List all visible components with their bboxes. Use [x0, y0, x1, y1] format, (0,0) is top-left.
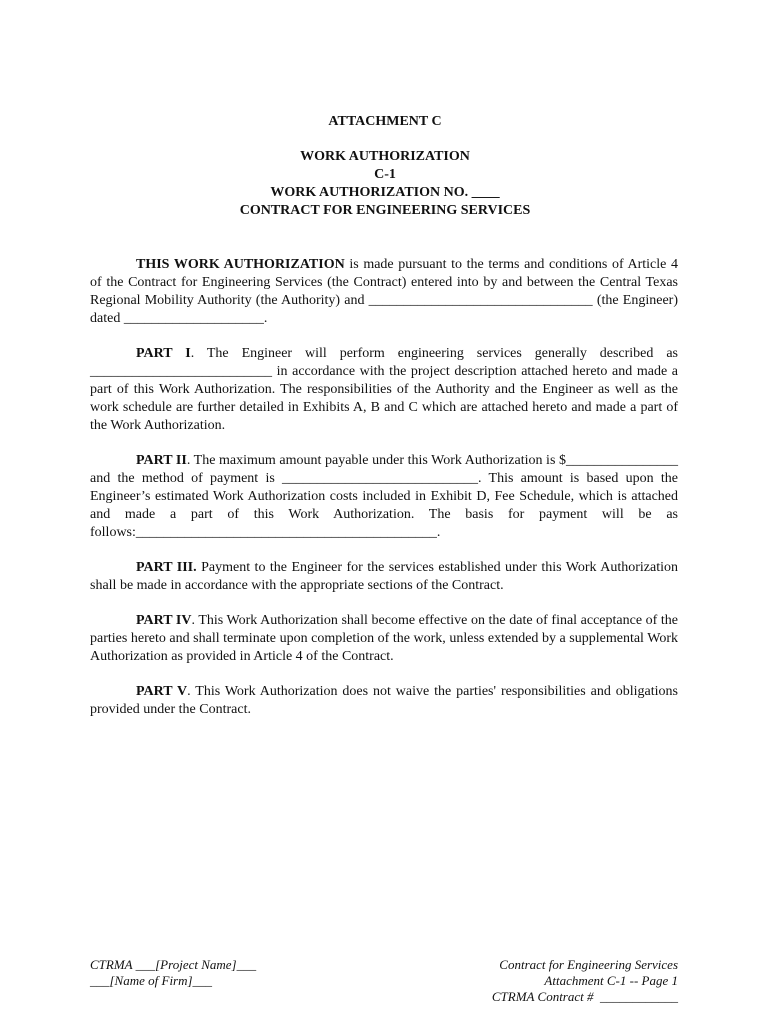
- work-authorization-number: WORK AUTHORIZATION NO. ____: [270, 185, 500, 200]
- part-5-text: . This Work Authorization does not waive the parties' responsibilities and obligations provided under the Contract.: [90, 684, 678, 717]
- footer-contract-number: CTRMA Contract # ____________: [491, 989, 678, 1004]
- part-3-text: Payment to the Engineer for the services established under this Work Authorization shall be made in accordance with the appropriate sections of the Contract.: [90, 560, 678, 593]
- document-heading: [0, 113, 770, 220]
- part-1-lead: PART I: [136, 346, 191, 361]
- part-4-paragraph: [90, 612, 678, 666]
- part-4-lead: PART IV: [136, 613, 192, 628]
- document-body: [90, 256, 678, 736]
- part-3-paragraph: [90, 559, 678, 595]
- part-5-lead: PART V: [136, 684, 188, 699]
- part-2-paragraph: [90, 452, 678, 542]
- part-4-text: . This Work Authorization shall become effective on the date of final acceptance of the parties hereto and shall terminate upon completion of the work, unless extended by a supplemental Work Authorization as provided in Article 4 of the Contract.: [90, 613, 678, 664]
- attachment-title: ATTACHMENT C: [328, 114, 442, 129]
- part-1-text: . The Engineer will perform engineering services generally described as __________________________ in accordance with the project description attached hereto and made a part of this Work Authorization. The responsibilities of the Authority and the Engineer as well as the work schedule are further detailed in Exhibits A, B and C which are attached hereto and made a part of the Work Authorization.: [90, 346, 678, 433]
- c1-label: C-1: [374, 167, 396, 182]
- footer-project-name: CTRMA ___[Project Name]___: [90, 957, 257, 972]
- part-3-lead: PART III.: [136, 560, 197, 575]
- intro-paragraph: [90, 256, 678, 328]
- contract-title: CONTRACT FOR ENGINEERING SERVICES: [239, 203, 531, 218]
- footer-contract-title: Contract for Engineering Services: [499, 957, 678, 972]
- footer-firm-name: ___[Name of Firm]___: [90, 973, 213, 988]
- footer-left: [90, 957, 256, 989]
- part-1-paragraph: [90, 345, 678, 435]
- work-authorization-title: WORK AUTHORIZATION: [300, 149, 470, 164]
- part-2-lead: PART II: [136, 453, 187, 468]
- part-2-text: . The maximum amount payable under this Work Authorization is $________________ and the method of payment is ____________________________. This amount is based upon the Engineer’s estimated Work Authorization costs included in Exhibit D, Fee Schedule, which is attached and made a part of this Work Authorization. The basis for payment will be as follows:___________________________________________.: [90, 453, 678, 540]
- footer-page-number: Attachment C-1 -- Page 1: [544, 973, 678, 988]
- intro-lead: THIS WORK AUTHORIZATION: [136, 257, 345, 272]
- intro-text: is made pursuant to the terms and conditions of Article 4 of the Contract for Engineering Services (the Contract) entered into by and between the Central Texas Regional Mobility Authority (the Authority) and ________________________________ (the Engineer) dated ____________________.: [90, 257, 678, 326]
- footer-right: [492, 957, 678, 1005]
- part-5-paragraph: [90, 683, 678, 719]
